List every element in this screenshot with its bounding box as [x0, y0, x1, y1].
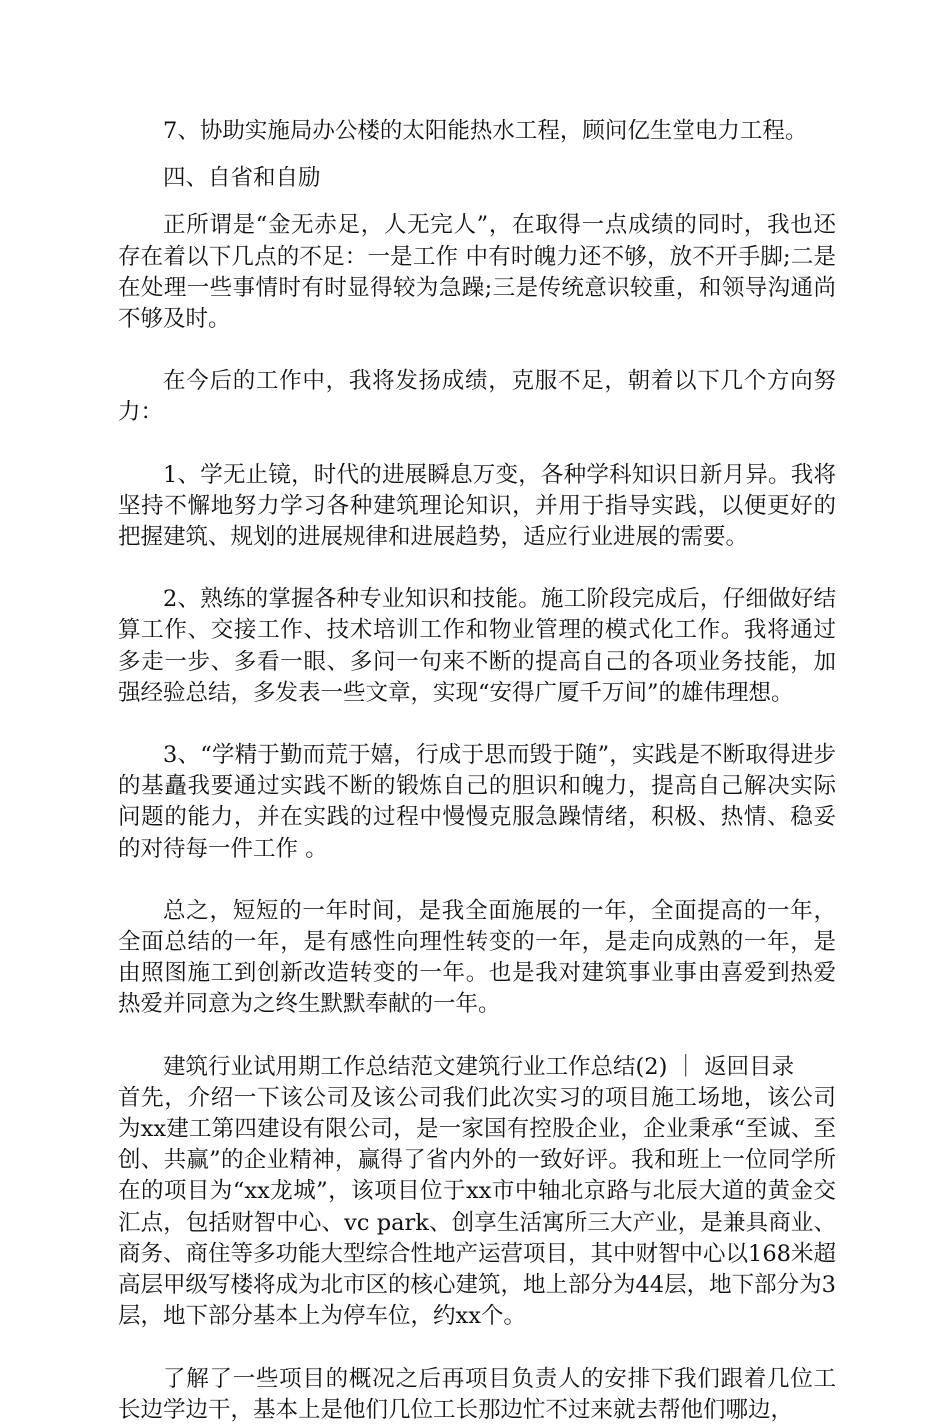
paragraph-goal-1: 1、学无止镜，时代的进展瞬息万变，各种学科知识日新月异。我将坚持不懈地努力学习各种建筑理论知识，并用于指导实践，以便更好的把握建筑、规划的进展规律和进展趋势，适应行业进展的需要。 [118, 461, 836, 551]
paragraph-future-direction: 在今后的工作中，我将发扬成绩，克服不足，朝着以下几个方向努力： [118, 368, 836, 426]
paragraph-project-work: 了解了一些项目的概况之后再项目负责人的安排下我们跟着几位工长边学边干，基本上是他们几位工长那边忙不过来就去帮他们哪边， [118, 1365, 836, 1423]
paragraph-conclusion: 总之，短短的一年时间，是我全面施展的一年，全面提高的一年，全面总结的一年，是有感性向理性转变的一年，是走向成熟的一年，是由照图施工到创新改造转变的一年。也是我对建筑事业事由喜爱到热爱热爱并同意为之终生默默奉献的一年。 [118, 897, 836, 1018]
paragraph-shortcomings: 正所谓是“金无赤足，人无完人”，在取得一点成绩的同时，我也还存在着以下几点的不足：一是工作 中有时魄力还不够，放不开手脚;二是在处理一些事情时有时显得较为急躁;三是传统意识较重，和领导沟通尚不够及时。 [118, 212, 836, 333]
document-body [118, 116, 836, 1426]
paragraph-company-intro: 首先，介绍一下该公司及该公司我们此次实习的项目施工场地，该公司为xx建工第四建设有限公司，是一家国有控股企业，企业秉承“至诚、至创、共赢”的企业精神，赢得了省内外的一致好评。我和班上一位同学所在的项目为“xx龙城”，该项目位于xx市中轴北京路与北辰大道的黄金交汇点，包括财智中心、vc park、创享生活寓所三大产业，是兼具商业、商务、商住等多功能大型综合性地产运营项目，其中财智中心以168米超高层甲级写楼将成为北市区的核心建筑，地上部分为44层，地下部分为3层，地下部分基本上为停车位，约xx个。 [118, 1084, 836, 1330]
paragraph-goal-2: 2、熟练的掌握各种专业知识和技能。施工阶段完成后，仔细做好结算工作、交接工作、技术培训工作和物业管理的模式化工作。我将通过多走一步、多看一眼、多问一句来不断的提高自己的各项业务技能，加强经验总结，多发表一些文章，实现“安得广厦千万间”的雄伟理想。 [118, 586, 836, 706]
paragraph-goal-3: 3、“学精于勤而荒于嬉，行成于思而毁于随”，实践是不断取得进步的基矗我要通过实践不断的锻炼自己的胆识和魄力，提高自己解决实际问题的能力，并在实践的过程中慢慢克服急躁情绪，积极、热情、稳妥的对待每一件工作 。 [118, 742, 836, 862]
section-title-2: 建筑行业试用期工作总结范文建筑行业工作总结(2) ｜ 返回目录 [163, 1053, 795, 1080]
section-heading-reflection: 四、自省和自励 [163, 165, 321, 192]
paragraph-item-7: 7、协助实施局办公楼的太阳能热水工程，顾问亿生堂电力工程。 [163, 118, 808, 144]
